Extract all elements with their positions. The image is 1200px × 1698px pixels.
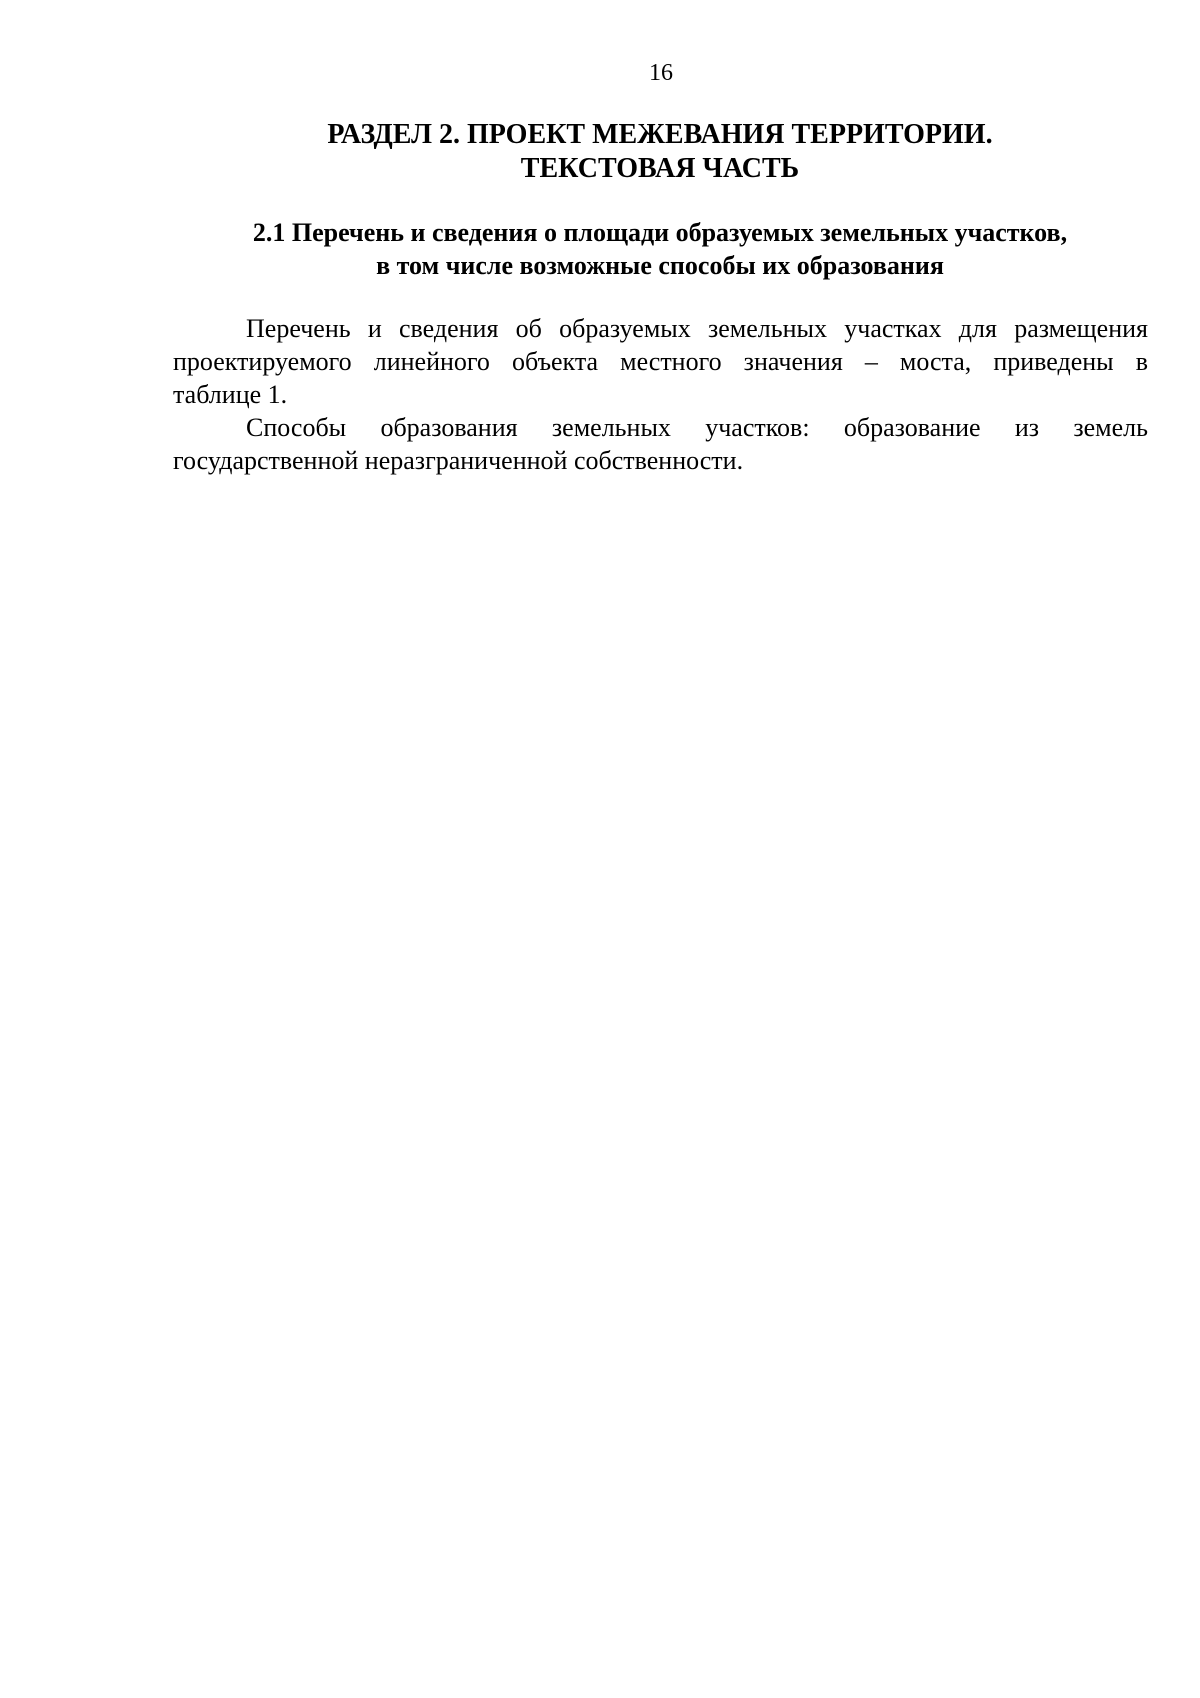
paragraph-2-line-1: Способы образования земельных участков: образование из земель (246, 413, 1148, 442)
paragraph-1 (173, 312, 1148, 411)
subsection-title-line-1: 2.1 Перечень и сведения о площади образуемых земельных участков, (252, 218, 1068, 247)
section-title (170, 118, 1150, 186)
page-number: 16 (649, 60, 673, 86)
body-text (173, 312, 1148, 477)
paragraph-1-line-3: таблице 1. (173, 380, 288, 409)
section-title-line-1: РАЗДЕЛ 2. ПРОЕКТ МЕЖЕВАНИЯ ТЕРРИТОРИИ. (327, 119, 993, 150)
subsection-title (170, 216, 1150, 282)
paragraph-2 (173, 411, 1148, 477)
paragraph-2-line-2: государственной неразграниченной собственности. (173, 446, 744, 475)
section-title-line-2: ТЕКСТОВАЯ ЧАСТЬ (520, 153, 800, 184)
paragraph-1-line-2: проектируемого линейного объекта местного значения – моста, приведены в (173, 347, 1148, 376)
paragraph-1-line-1: Перечень и сведения об образуемых земельных участках для размещения (246, 314, 1148, 343)
subsection-title-line-2: в том числе возможные способы их образования (376, 251, 944, 280)
